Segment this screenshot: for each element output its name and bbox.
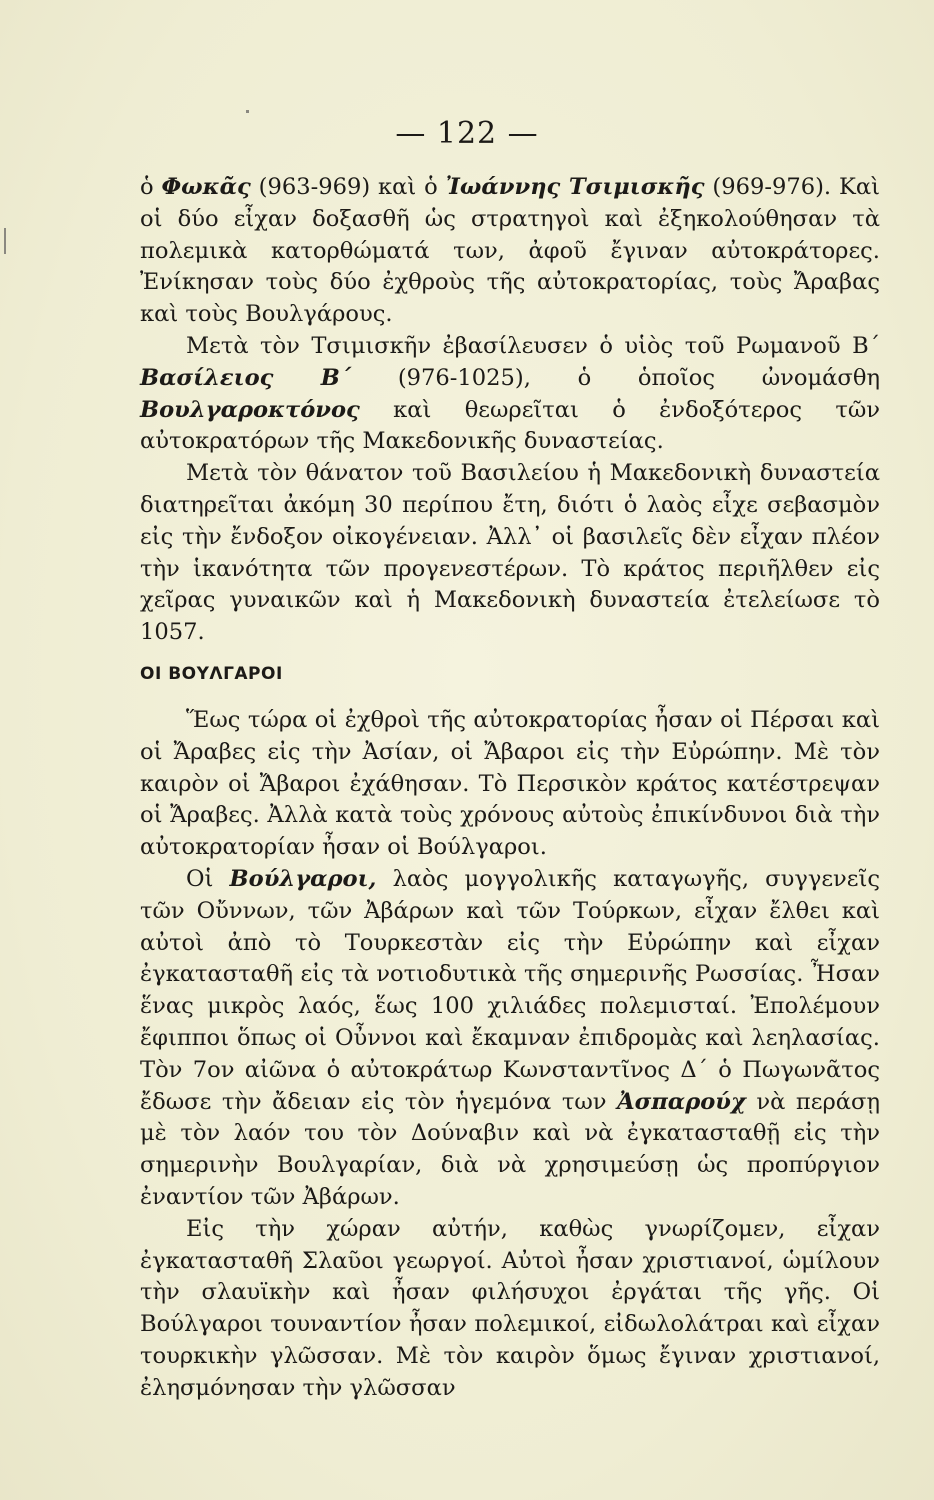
name-phokas: Φωκᾶς (161, 174, 251, 200)
margin-mark (4, 228, 6, 254)
paragraph-enemies: Ἕως τώρα οἱ ἐχθροὶ τῆς αὐτοκρατορίας ἦσαν οἱ Πέρσαι καὶ οἱ Ἄραβες εἰς τὴν Ἀσίαν, οἱ Ἄβαροι εἰς τὴν Εὐρώπην. Μὲ τὸν καιρὸν οἱ Ἄβαροι ἐχάθησαν. Τὸ Περσικὸν κράτος κατέστρεψαν οἱ Ἄραβες. Ἀλλὰ κατὰ τοὺς χρόνους αὐτοὺς ἐπικίνδυνοι διὰ τὴν αὐτοκρατορίαν ἦσαν οἱ Βούλγαροι. (140, 707, 880, 861)
margin-mark (246, 110, 249, 113)
name-voulgaroktonos: Βουλγαροκτόνος (140, 396, 360, 423)
paragraph-text: (976-1025), ὁ ὁποῖος ὠνομάσθη (351, 364, 880, 391)
paragraph-text: νὰ περάσῃ μὲ τὸν λαόν του τὸν Δούναβιν καὶ νὰ ἐγκατασταθῇ εἰς τὴν σημερινὴν Βουλγαρίαν, διὰ νὰ χρησιμεύσῃ ὡς προπύργιον ἐναντίον τῶν Ἀβάρων. (140, 1088, 880, 1210)
paragraph-text: καὶ θεωρεῖται ὁ ἐνδοξότερος τῶν αὐτοκρατόρων τῆς Μακεδονικῆς δυναστείας. (140, 396, 880, 455)
name-tzimiskis: Ἰωάννης Τσιμισκῆς (445, 174, 705, 200)
paragraph-text: (969-976). Καὶ οἱ δύο εἶχαν δοξασθῆ ὡς στρατηγοὶ καὶ ἐξηκολούθησαν τὰ πολεμικὰ κατορθώματά των, ἀφοῦ ἔγιναν αὐτοκράτορες. Ἐνίκησαν τοὺς δύο ἐχθροὺς τῆς αὐτοκρατορίας, τοὺς Ἄραβας καὶ τοὺς Βουλγάρους. (140, 174, 880, 328)
text-section-macedonian-dynasty (140, 172, 880, 649)
paragraph-phokas-tzimiskis (140, 172, 880, 331)
paragraph-text: ὁ (140, 174, 162, 200)
paragraph-text: λαὸς μογγολικῆς καταγωγῆς, συγγενεῖς τῶν Οὔννων, τῶν Ἀβάρων καὶ τῶν Τούρκων, εἶχαν ἔλθει καὶ αὐτοὶ ἀπὸ τὸ Τουρκεστὰν εἰς τὴν Εὐρώπην καὶ εἶχαν ἐγκατασταθῆ εἰς τὰ νοτιοδυτικὰ τῆς σημερινῆς Ρωσσίας. Ἦσαν ἕνας μικρὸς λαός, ἕως 100 χιλιάδες πολεμισταί. Ἐπολέμουν ἔφιπποι ὅπως οἱ Οὖννοι καὶ ἔκαμναν ἐπιδρομὰς καὶ λεηλασίας. Τὸν 7ον αἰῶνα ὁ αὐτοκράτωρ Κωνσταντῖνος Δ΄ ὁ Πωγωνᾶτος ἔδωσε τὴν ἄδειαν εἰς τὸν ἡγεμόνα των (140, 865, 880, 1115)
paragraph-text: (963-969) καὶ ὁ (250, 174, 446, 200)
name-basileios: Βασίλειος Β΄ (140, 364, 352, 391)
paragraph-text: Οἱ (186, 865, 230, 892)
page-number: — 122 — (395, 116, 539, 151)
paragraph-bulgarian-origins (140, 864, 880, 1214)
text-section-bulgarians (140, 705, 880, 1405)
section-heading: ΟΙ ΒΟΥΛΓΑΡΟΙ (140, 664, 283, 684)
paragraph-end-of-dynasty: Μετὰ τὸν θάνατον τοῦ Βασιλείου ἡ Μακεδονικὴ δυναστεία διατηρεῖται ἀκόμη 30 περίπου ἔτη, διότι ὁ λαὸς εἶχε σεβασμὸν εἰς τὴν ἔνδοξον οἰκογένειαν. Ἀλλ᾽ οἱ βασιλεῖς δὲν εἶχαν πλέον τὴν ἱκανότητα τῶν προγενεστέρων. Τὸ κράτος περιῆλθεν εἰς χεῖρας γυναικῶν καὶ ἡ Μακεδονικὴ δυναστεία ἐτελείωσε τὸ 1057. (140, 460, 880, 646)
paragraph-text: Μετὰ τὸν Τσιμισκῆν ἐβασίλευσεν ὁ υἱὸς τοῦ Ρωμανοῦ Β΄ (186, 332, 880, 359)
paragraph-slavs: Εἰς τὴν χώραν αὐτήν, καθὼς γνωρίζομεν, εἶχαν ἐγκατασταθῆ Σλαῦοι γεωργοί. Αὐτοὶ ἦσαν χριστιανοί, ὡμίλουν τὴν σλαυϊκὴν καὶ ἦσαν φιλήσυχοι ἐργάται τῆς γῆς. Οἱ Βούλγαροι τουναντίον ἦσαν πολεμικοί, εἰδωλολάτραι καὶ εἶχαν τουρκικὴν γλῶσσαν. Μὲ τὸν καιρὸν ὅμως ἔγιναν χριστιανοί, ἐλησμόνησαν τὴν γλῶσσαν (140, 1215, 880, 1401)
name-voulgaroi: Βούλγαροι, (229, 865, 377, 892)
name-asparouch: Ἀσπαρούχ (617, 1088, 746, 1115)
paragraph-basil-ii (140, 331, 880, 458)
